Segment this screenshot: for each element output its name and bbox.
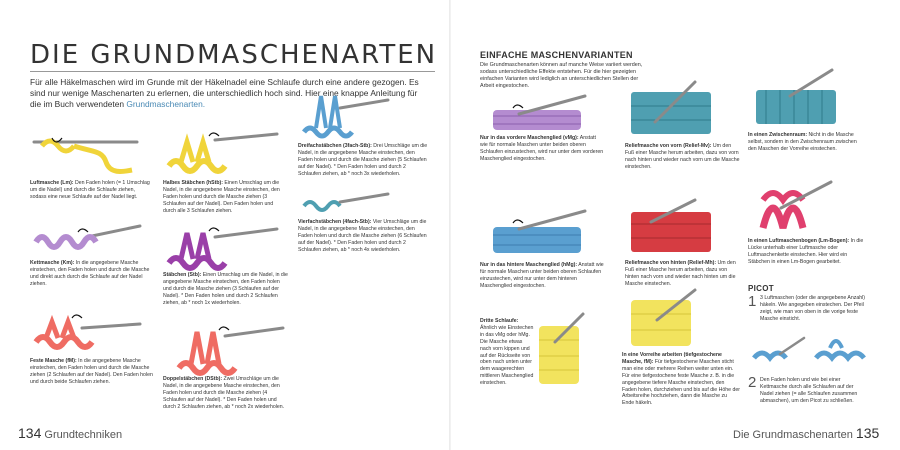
footer-left xyxy=(18,425,122,441)
intro-body: Für alle Häkelmaschen wird im Grunde mit der Häkelnadel eine Schlaufe durch eine andere gezogen. Es sind nur wenige Maschenarten zu erlernen, die unterschiedlich hoch sind. Hier eine knappe Anleitung für die im Buch verwendeten xyxy=(30,77,419,109)
lm-bogen-illustration xyxy=(755,178,835,238)
term-relief-vorn: Reliefmasche von vorn (Relief-Mv): xyxy=(625,143,712,149)
staebchen-illustration xyxy=(165,225,280,270)
page-number-right: 135 xyxy=(855,425,880,441)
text-vmg: Anstatt wie für normale Maschen unter beiden oberen Schlaufen einzustechen, wird nur unter dem vorderen Maschenglied eingestochen. xyxy=(480,135,604,162)
caption-vmg xyxy=(480,135,605,163)
caption-relief-hinten xyxy=(625,260,740,288)
term-lm-bogen: In einen Luftmaschenbogen (Lm-Bogen): xyxy=(748,238,850,244)
text-lm-bogen: In die Lücke unterhalb einer Luftmasche oder Luftmaschenkette einstechen. Hier wird ein Stäbchen in einen Lm-Bogen gearbeitet. xyxy=(748,238,864,265)
term-vorreihe: In eine Vorreihe arbeiten (tiefgestochene Masche, fM): xyxy=(622,352,722,365)
term-halbes-staebchen: Halbes Stäbchen (hStb): xyxy=(163,180,223,186)
caption-kettmasche xyxy=(30,260,150,288)
vorreihe-illustration xyxy=(625,290,710,350)
picot-step1-number: 1 xyxy=(748,293,757,310)
text-staebchen: Einen Umschlag um die Nadel, in die angegebene Masche einstechen, den Faden holen und durch die Masche ziehen (3 Schlaufen auf der Nadel). * Den Faden holen und durch 2 Schlaufen ziehen, ab * noch 1x wiederholen. xyxy=(163,272,288,306)
term-doppelstaebchen: Doppelstäbchen (DStb): xyxy=(163,376,223,382)
title-rule xyxy=(30,71,435,72)
relief-vorn-illustration xyxy=(625,82,715,137)
intro-accent: Grundmaschenarten. xyxy=(126,99,206,109)
caption-dreifachstaebchen xyxy=(298,143,428,178)
footer-right xyxy=(733,425,879,441)
text-zwischenraum: Nicht in die Masche selbst, sondern in den Zwischenraum zwischen den Maschen der Vorreihe einstechen. xyxy=(748,132,857,152)
text-kettmasche: In die angegebene Masche einstechen, den Faden holen und durch die Masche und direkt auch durch die Schlaufe auf der Nadel ziehen. xyxy=(30,260,150,287)
term-dritte-schlaufe: Dritte Schlaufe: xyxy=(480,318,519,324)
term-relief-hinten: Reliefmasche von hinten (Relief-Mh): xyxy=(625,260,717,266)
picot-heading: PICOT xyxy=(748,284,774,293)
caption-staebchen xyxy=(163,272,288,307)
text-dritte-schlaufe: Ähnlich wie Einstechen in das vMg oder hMg. Die Masche etwas nach vorn kippen und auf der Rückseite von oben nach unten unter dem waagerechten mittleren Maschenglied einstechen. xyxy=(480,324,534,387)
term-hmg: Nur in das hintere Maschenglied (hMg): xyxy=(480,262,578,268)
text-relief-vorn: Um den Fuß einer Masche herum arbeiten, dazu von vorn nach hinten und wieder nach vorn um die Masche einstechen. xyxy=(625,143,740,170)
vmg-illustration xyxy=(485,92,590,132)
picot-step2-text: Den Faden holen und wie bei einer Kettmasche durch alle Schlaufen auf der Nadel ziehen (= alle Schlaufen zusammen abmaschen), um den Picot zu schließen. xyxy=(760,377,858,404)
text-dreifachstaebchen: Drei Umschläge um die Nadel, in die angegebene Masche einstechen, den Faden holen und durch die Masche ziehen (5 Schlaufen auf der Nadel). * Den Faden holen und durch 2 Schlaufen ziehen, ab * noch 3x wiederholen. xyxy=(298,143,428,177)
luftmasche-illustration xyxy=(32,132,142,177)
text-feste-masche: In die angegebene Masche einstechen, den Faden holen und durch die Masche ziehen (2 Schlaufen auf der Nadel). Den Faden holen und durch beide Schlaufen ziehen. xyxy=(30,358,153,385)
term-kettmasche: Kettmasche (Km): xyxy=(30,260,75,266)
caption-halbes-staebchen xyxy=(163,180,283,215)
footer-right-section: Die Grundmaschenarten xyxy=(733,429,853,441)
vierfachstaebchen-illustration xyxy=(300,188,390,213)
term-feste-masche: Feste Masche (fM): xyxy=(30,358,77,364)
section-title: EINFACHE MASCHENVARIANTEN xyxy=(480,50,633,60)
picot-step1-text: 3 Luftmaschen (oder die angegebene Anzahl) häkeln. Wie angegeben einstechen. Der Pfeil zeigt, wie man von oben in die vorige feste Masche einsticht. xyxy=(760,295,865,322)
text-doppelstaebchen: Zwei Umschläge um die Nadel, in die angegebene Masche einstechen, den Faden holen und durch die Masche ziehen (4 Schlaufen auf der Nadel). * Den Faden holen und durch 2 Schlaufen ziehen, ab * noch 2x wiederholen. xyxy=(163,376,285,410)
term-vmg: Nur in das vordere Maschenglied (vMg): xyxy=(480,135,579,141)
dreifachstaebchen-illustration xyxy=(300,88,390,138)
caption-dritte-schlaufe xyxy=(480,318,535,387)
halbes-staebchen-illustration xyxy=(165,132,280,177)
picot-step2-number: 2 xyxy=(748,374,757,391)
section-intro: Die Grundmaschenarten können auf manche Weise variiert werden, sodass unterschiedliche Effekte entstehen. Für die hier gezeigten einfachen Varianten wird lediglich an unterschiedlichen Stellen der Arbeit eingestochen. xyxy=(480,62,643,89)
hmg-illustration xyxy=(485,205,590,255)
caption-relief-vorn xyxy=(625,143,740,171)
zwischenraum-illustration xyxy=(750,70,840,128)
term-dreifachstaebchen: Dreifachstäbchen (3fach-Stb): xyxy=(298,143,372,149)
term-luftmasche: Luftmasche (Lm): xyxy=(30,180,74,186)
term-zwischenraum: In einen Zwischenraum: xyxy=(748,132,808,138)
text-luftmasche: Den Faden holen (= 1 Umschlag um die Nadel) und durch die Schlaufe ziehen, sodass eine neue Schlaufe auf der Nadel liegt. xyxy=(30,180,150,200)
caption-vierfachstaebchen xyxy=(298,219,428,254)
picot-illustration xyxy=(750,330,868,368)
kettmasche-illustration xyxy=(32,222,142,257)
text-relief-hinten: Um den Fuß einer Masche herum arbeiten, dazu von hinten nach vorn und wieder nach hinten um die Masche einstechen. xyxy=(625,260,736,287)
text-vierfachstaebchen: Vier Umschläge um die Nadel, in die angegebene Masche einstechen, den Faden holen und durch die Masche ziehen (6 Schlaufen auf der Nadel). * Den Faden holen und durch 2 Schlaufen ziehen, ab * noch 4x wiederholen. xyxy=(298,219,427,253)
book-gutter xyxy=(449,0,451,450)
caption-feste-masche xyxy=(30,358,155,386)
caption-vorreihe xyxy=(622,352,740,407)
dritte-schlaufe-illustration xyxy=(535,312,590,387)
text-hmg: Anstatt wie für normale Maschen unter beiden oberen Schlaufen einzustechen, wird nur unter dem hinteren Maschenglied eingestochen. xyxy=(480,262,604,289)
page-title: DIE GRUNDMASCHENARTEN xyxy=(30,40,438,70)
term-vierfachstaebchen: Vierfachstäbchen (4fach-Stb): xyxy=(298,219,372,225)
term-staebchen: Stäbchen (Stb): xyxy=(163,272,202,278)
text-vorreihe: Für tiefgestochene Maschen sticht man eine oder mehrere Reihen weiter unten ein. Für eine tiefgestochene feste Masche z. B. in die angegebene tiefere Masche einstechen, den Faden holen, durchziehen und bis auf die Höhe der Arbeitsreihe hochziehen, dann die Masche zu Ende häkeln. xyxy=(622,358,740,407)
feste-masche-illustration xyxy=(32,310,142,355)
caption-luftmasche xyxy=(30,180,150,201)
caption-lm-bogen xyxy=(748,238,866,266)
caption-doppelstaebchen xyxy=(163,376,291,411)
text-halbes-staebchen: Einen Umschlag um die Nadel, in die angegebene Masche einstechen, den Faden holen und durch die Masche ziehen (3 Schlaufen auf der Nadel). Den Faden holen und durch alle 3 Schlaufen ziehen. xyxy=(163,180,280,214)
doppelstaebchen-illustration xyxy=(175,322,290,377)
page-number-left: 134 xyxy=(18,425,42,441)
caption-zwischenraum xyxy=(748,132,866,153)
relief-hinten-illustration xyxy=(625,200,715,255)
caption-hmg xyxy=(480,262,605,290)
footer-left-section: Grundtechniken xyxy=(44,429,123,441)
